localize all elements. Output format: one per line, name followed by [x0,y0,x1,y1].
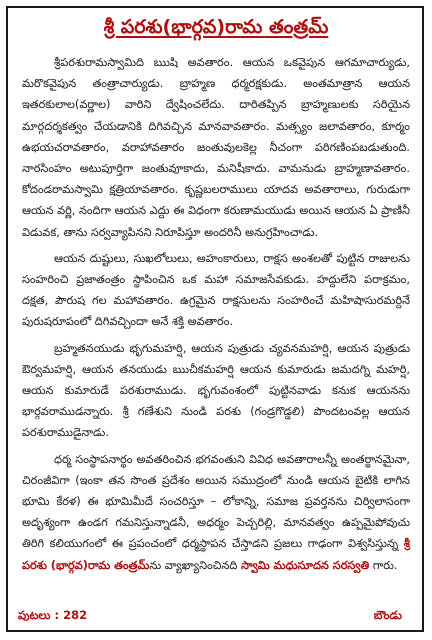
page-count-label: పుటలు : 282 [18,608,88,622]
book-title-highlight: శ్రీ పరశు (భార్గవ)రామ తంత్రమ్ [22,537,410,572]
paragraph-4-text-end: గారు. [369,558,398,572]
paragraph-1-text: శ్రీపరశురామస్వామిది ఋషి అవతారం. ఆయన ఒకవైపున ఆగమాచార్యుడు, మరొకవైపున తంత్రాచార్యుడు. బ్రాహ్మణ ధర్మరక్షకుడు. అంతమాత్రాన ఆయన ఇతరకులాల(వర్ణాల) వారిని ద్వేషించలేదు. దారితప్పిన బ్రాహ్మణులకు సరియైన మార్గదర్శకత్వం చేయడానికి దిగివచ్చిన మానవావతారం. మత్స్యం జలావతారం, కూర్మం ఉభయచరావతారం, వరాహావతారం జంతువులకెల్ల నీచంగా పరిగణింపబడుతుంది. నారసింహం అటుపూర్తిగా జంతువూకాదు, మనిషీకాదు. వామనుడు బ్రాహ్మణావతారం. కోదండరామస్వామి క్షత్రియావతారం. కృష్ణబలరాములు యాదవ అవతారాలు, గురుడుగా ఆయన వర్ణి, నందిగా ఆయన ఎద్దు ఈ విధంగా కరుణామయుడు అయిన ఆయన ఏ ప్రాణినీ విడువక, తాను సర్వవ్యాపినని నిరూపిస్తూ అందరినీ అనుగ్రహించాడు. [22,56,410,239]
author-name-highlight: స్వామి మధుసూదన సరస్వతి [240,558,370,572]
paragraph-4-text: ధర్మ సంస్థాపనార్థం అవతరించిన భగవంతుని వివిధ అవతారాలన్నీ అంతర్థానమైనా, చిరంజీవిగా (ఇంకా తన సొంత ప్రదేశం అయిన సముద్రంలో నుండి ఆయన బైటికి లాగిన భూమి కేరళ) ఈ భూమిమీదే సంచరిస్తూ – లోకాన్ని, సమాజ ప్రవర్తనను చిర్విలాసంగా అదృశ్యంగా ఉండగ గమనిస్తున్నాడనీ, అధర్మం పెచ్చరిల్లి, మానవత్వం ఉప్పమైపోవుచు తిరిగి కలియుగంలో ఈ ప్రపంచంలో ధర్మస్థాపన చేస్తాడని ప్రజలు గాఢంగా విశ్వసిస్తున్న [22,452,410,551]
paragraph-4-text-mid: ను వ్యాఖ్యానించినది [149,558,241,572]
page-title: శ్రీ పరశు(భార్గవ)రామ తంత్రమ్ [103,16,329,38]
paragraph-3-text: బ్రహ్మతనయుడు భృగుమహర్షి, ఆయన పుత్రుడు చ్యవనమహర్షి, ఆయన పుత్రుడు ఔర్వమహర్షి, ఆయన తనయుడు ఋచీకమహర్షి ఆయన కుమారుడు జమదగ్ని మహర్షి, ఆయన కుమారుడే పరశురాముడు. భృగువంశంలో పుట్టినవాడు కనుక ఆయనను భార్గవరాముడన్నారు. శ్రీ గణేశుని నుండి పరశు (గండ్రగొడ్డలి) పొందటంవల్ల ఆయన పరశురాముడైనాడు. [22,341,410,440]
binding-label: బౌండు [373,608,402,622]
paragraph-3 [22,338,410,444]
body-text [22,52,410,581]
paragraph-1 [22,52,410,243]
paragraph-4 [22,449,410,576]
paragraph-2-text: ఆయన దుష్టులు, సుఖలోలులు, అహంకారులు, రాక్షస అంశలతో పుట్టిన రాజులను సంహరించి ప్రజాతంత్రం స్థాపించిన ఒక మహా సమాజసేవకుడు. హద్దులేని పరాక్రమం, దక్షత, పౌరుష గల మహావతారం. ఉగ్రమైన రాక్షసులను సంహరించే మహిషాసురమర్దినే పురుషరూపంలో దిగివచ్చిందా అనే శక్తి అవతారం. [22,251,410,329]
paragraph-2 [22,248,410,333]
page-footer [14,608,416,628]
